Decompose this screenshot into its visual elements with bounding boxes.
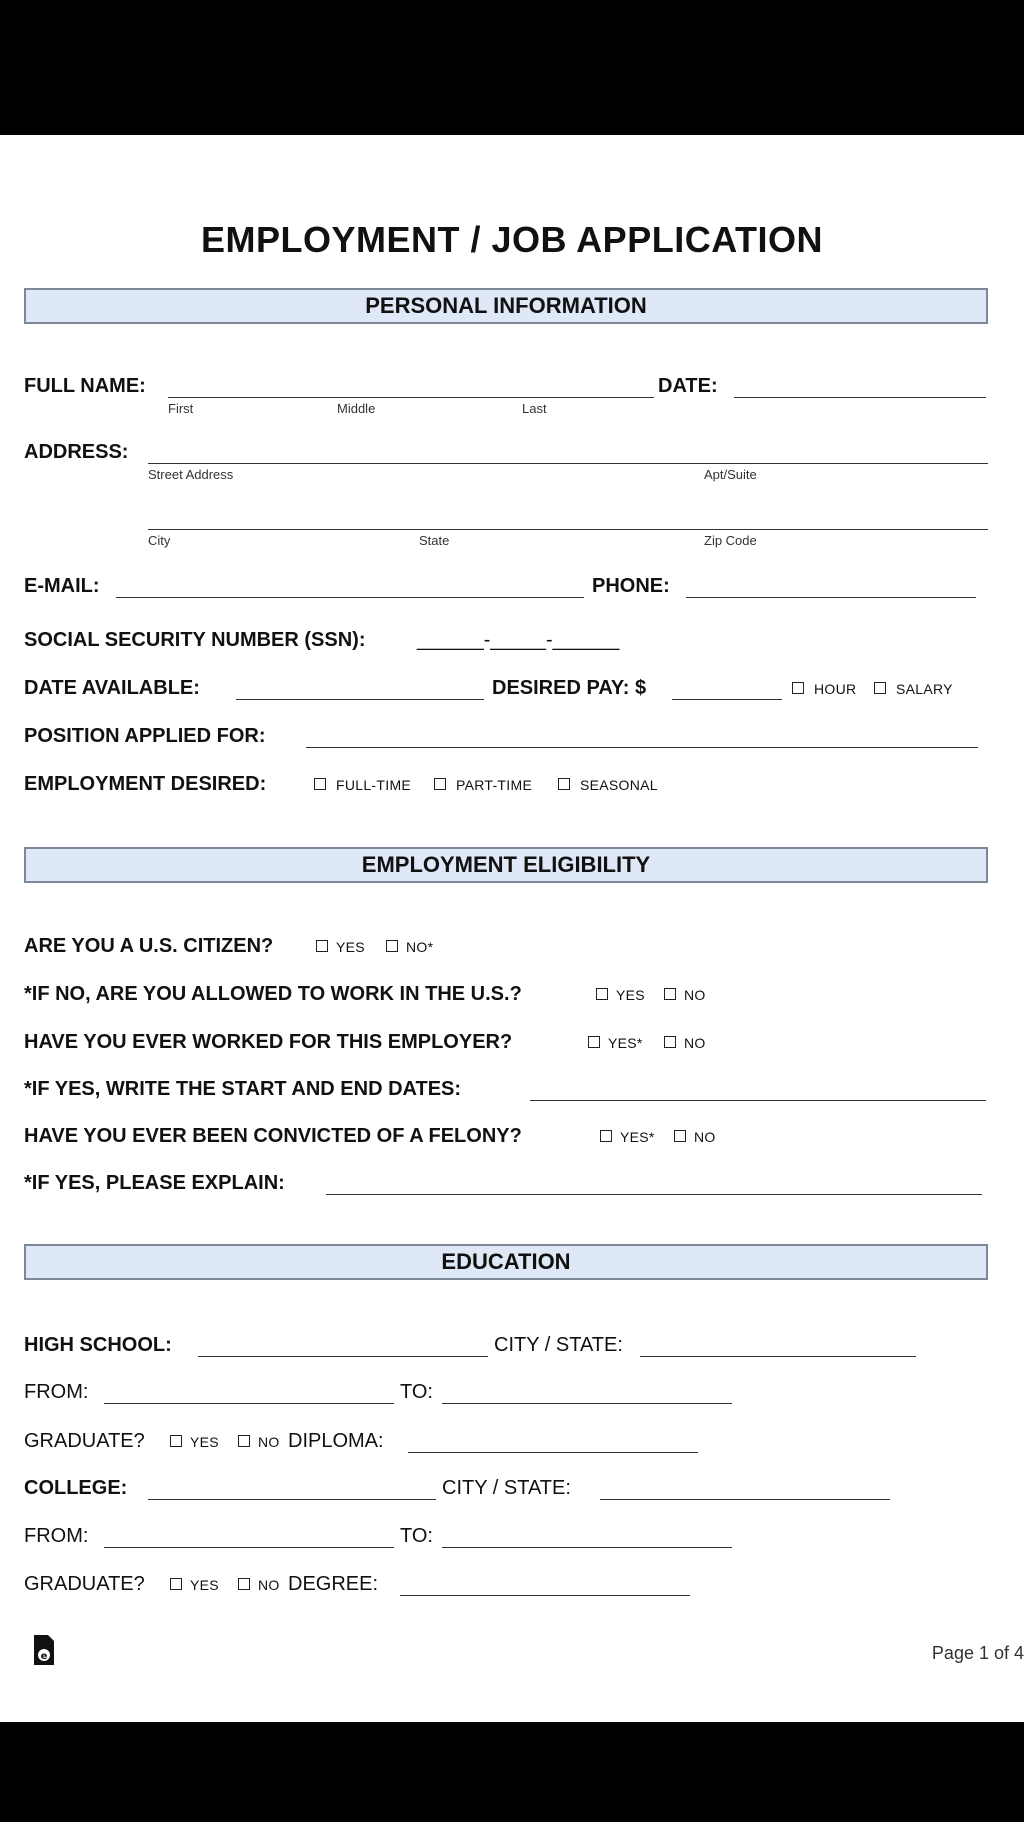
hour-option-label: HOUR	[814, 681, 857, 697]
worked-before-question: HAVE YOU EVER WORKED FOR THIS EMPLOYER?	[24, 1031, 513, 1053]
college-from-to-row	[24, 1525, 994, 1559]
email-phone-row	[24, 575, 994, 609]
ssn-row	[24, 629, 994, 663]
felony-yes-label: YES*	[620, 1129, 655, 1145]
phone-input[interactable]	[686, 575, 976, 598]
citizen-row	[24, 935, 994, 969]
worked-before-no-checkbox[interactable]	[664, 1036, 676, 1048]
position-input[interactable]	[306, 725, 978, 748]
state-sublabel: State	[419, 533, 450, 548]
seasonal-option-label: SEASONAL	[580, 777, 658, 793]
work-allowed-no-checkbox[interactable]	[664, 988, 676, 1000]
salary-checkbox[interactable]	[874, 682, 886, 694]
city-state-zip-input[interactable]	[148, 507, 988, 530]
street-address-input[interactable]	[148, 441, 988, 464]
employment-desired-label: EMPLOYMENT DESIRED:	[24, 773, 267, 795]
section-education: EDUCATION	[24, 1244, 988, 1280]
felony-explain-label: *IF YES, PLEASE EXPLAIN:	[24, 1172, 285, 1194]
college-graduate-no-checkbox[interactable]	[238, 1578, 250, 1590]
felony-explain-row	[24, 1172, 994, 1206]
street-sublabel: Street Address	[148, 467, 234, 482]
hs-from-to-row	[24, 1381, 994, 1415]
diploma-input[interactable]	[408, 1430, 698, 1453]
part-time-option-label: PART-TIME	[456, 777, 533, 793]
address-label: ADDRESS:	[24, 441, 129, 463]
city-sublabel: City	[148, 533, 171, 548]
high-school-label: HIGH SCHOOL:	[24, 1334, 172, 1356]
position-label: POSITION APPLIED FOR:	[24, 725, 266, 747]
college-to-input[interactable]	[442, 1525, 732, 1548]
full-time-option-label: FULL-TIME	[336, 777, 412, 793]
apt-sublabel: Apt/Suite	[704, 467, 757, 482]
work-allowed-yes-label: YES	[616, 987, 645, 1003]
college-graduate-yes-checkbox[interactable]	[170, 1578, 182, 1590]
address-row	[24, 441, 994, 482]
work-allowed-row	[24, 983, 994, 1017]
college-city-state-input[interactable]	[600, 1477, 890, 1500]
felony-row	[24, 1125, 994, 1159]
college-graduate-yes-label: YES	[190, 1577, 219, 1593]
hs-city-state-input[interactable]	[640, 1334, 916, 1357]
work-allowed-yes-checkbox[interactable]	[596, 988, 608, 1000]
desired-pay-input[interactable]	[672, 677, 782, 700]
desired-pay-label: DESIRED PAY: $	[492, 677, 647, 699]
hs-graduate-no-checkbox[interactable]	[238, 1435, 250, 1447]
hour-checkbox[interactable]	[792, 682, 804, 694]
employment-desired-row	[24, 773, 994, 807]
college-graduate-row	[24, 1573, 994, 1607]
hs-graduate-label: GRADUATE?	[24, 1430, 145, 1452]
date-label: DATE:	[658, 375, 718, 397]
college-from-input[interactable]	[104, 1525, 394, 1548]
part-time-checkbox[interactable]	[434, 778, 446, 790]
start-end-dates-input[interactable]	[530, 1078, 986, 1101]
last-sublabel: Last	[522, 401, 547, 416]
form-title: EMPLOYMENT / JOB APPLICATION	[200, 219, 824, 260]
availability-row	[24, 677, 994, 711]
college-city-state-label: CITY / STATE:	[442, 1477, 571, 1499]
diploma-label: DIPLOMA:	[288, 1430, 384, 1452]
degree-input[interactable]	[400, 1573, 690, 1596]
section-personal-information: PERSONAL INFORMATION	[24, 288, 988, 324]
start-end-dates-label: *IF YES, WRITE THE START AND END DATES:	[24, 1078, 462, 1100]
seasonal-checkbox[interactable]	[558, 778, 570, 790]
date-available-label: DATE AVAILABLE:	[24, 677, 200, 699]
svg-text:e: e	[40, 1651, 48, 1662]
full-name-row	[24, 375, 994, 416]
work-allowed-question: *IF NO, ARE YOU ALLOWED TO WORK IN THE U.S.?	[24, 983, 522, 1005]
position-row	[24, 725, 994, 759]
degree-label: DEGREE:	[288, 1573, 379, 1595]
hs-from-input[interactable]	[104, 1381, 394, 1404]
ssn-input[interactable]: ______-_____-______	[417, 629, 620, 651]
felony-explain-input[interactable]	[326, 1172, 982, 1195]
high-school-input[interactable]	[198, 1334, 488, 1357]
date-available-input[interactable]	[236, 677, 484, 700]
full-name-label: FULL NAME:	[24, 375, 146, 397]
citizen-no-label: NO*	[406, 939, 434, 955]
email-input[interactable]	[116, 575, 584, 598]
worked-before-no-label: NO	[684, 1035, 706, 1051]
hs-graduate-row	[24, 1430, 994, 1464]
section-employment-eligibility: EMPLOYMENT ELIGIBILITY	[24, 847, 988, 883]
hs-to-label: TO:	[400, 1381, 433, 1403]
citizen-question: ARE YOU A U.S. CITIZEN?	[24, 935, 274, 957]
city-row	[24, 507, 994, 548]
first-sublabel: First	[168, 401, 194, 416]
hs-to-input[interactable]	[442, 1381, 732, 1404]
hs-graduate-yes-checkbox[interactable]	[170, 1435, 182, 1447]
worked-before-yes-checkbox[interactable]	[588, 1036, 600, 1048]
work-allowed-no-label: NO	[684, 987, 706, 1003]
hs-graduate-no-label: NO	[258, 1434, 280, 1450]
felony-yes-checkbox[interactable]	[600, 1130, 612, 1142]
college-from-label: FROM:	[24, 1525, 89, 1547]
hs-graduate-yes-label: YES	[190, 1434, 219, 1450]
worked-before-yes-label: YES*	[608, 1035, 643, 1051]
citizen-yes-label: YES	[336, 939, 365, 955]
college-input[interactable]	[148, 1477, 436, 1500]
phone-label: PHONE:	[592, 575, 670, 597]
full-time-checkbox[interactable]	[314, 778, 326, 790]
worked-before-row	[24, 1031, 994, 1065]
email-label: E-MAIL:	[24, 575, 100, 597]
hs-from-label: FROM:	[24, 1381, 89, 1403]
felony-no-checkbox[interactable]	[674, 1130, 686, 1142]
zip-sublabel: Zip Code	[704, 533, 757, 548]
college-graduate-no-label: NO	[258, 1577, 280, 1593]
college-graduate-label: GRADUATE?	[24, 1573, 145, 1595]
ssn-label: SOCIAL SECURITY NUMBER (SSN):	[24, 629, 366, 651]
felony-no-label: NO	[694, 1129, 716, 1145]
date-input[interactable]	[734, 375, 986, 398]
citizen-no-checkbox[interactable]	[386, 940, 398, 952]
form-page	[0, 135, 1024, 1722]
college-row	[24, 1477, 994, 1511]
high-school-row	[24, 1334, 994, 1368]
middle-sublabel: Middle	[337, 401, 376, 416]
citizen-yes-checkbox[interactable]	[316, 940, 328, 952]
full-name-input[interactable]	[168, 375, 654, 398]
college-to-label: TO:	[400, 1525, 433, 1547]
start-end-dates-row	[24, 1078, 994, 1112]
document-logo-icon	[32, 1633, 56, 1667]
college-label: COLLEGE:	[24, 1477, 128, 1499]
salary-option-label: SALARY	[896, 681, 953, 697]
felony-question: HAVE YOU EVER BEEN CONVICTED OF A FELONY?	[24, 1125, 522, 1147]
hs-city-state-label: CITY / STATE:	[494, 1334, 623, 1356]
page-number: Page 1 of 4	[931, 1643, 1024, 1663]
